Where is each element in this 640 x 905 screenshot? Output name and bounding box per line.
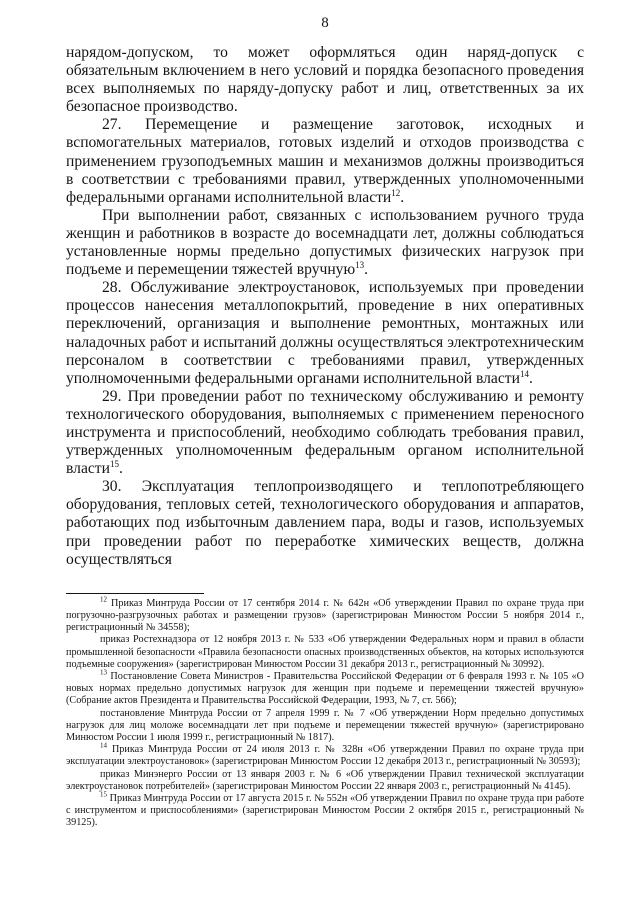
footnote-ref-12: 12: [391, 187, 401, 198]
paragraph-29: 29. При проведении работ по техническому обслуживанию и ремонту технологического оборудования, выполняемых с применением переносного инструмента и приспособлений, необходимо соблюдать требования правил, утвержденных уполномоченным федеральным органом исполнительной власти$^{15}$.: [66, 387, 584, 478]
paragraph-30: 30. Эксплуатация теплопроизводящего и теплопотребляющего оборудования, тепловых сетей, технологического оборудования и аппаратов, работающих под избыточным давлением пара, воды и газов, используемых при проведении работ по переработке химических веществ, должна осуществляться: [66, 478, 584, 568]
footnote-14-continued: приказ Минэнерго России от 13 января 2003 г. № 6 «Об утверждении Правил технической эксплуатации электроустановок потребителей» (зарегистрирован Минюстом России 22 января 2003 г., регистрационный № 4145).: [66, 768, 584, 792]
footnote-ref-15: 15: [109, 458, 119, 469]
footnote-12-continued: приказ Ростехнадзора от 12 ноября 2013 г. № 533 «Об утверждении Федеральных норм и правил в области промышленной безопасности «Правила безопасности опасных производственных объектов, на которых используются подъемные сооружения» (зарегистрирован Минюстом России 31 декабря 2013 г., регистрационный № 30992).: [66, 634, 584, 670]
footnote-12: $^{12}$ Приказ Минтруда России от 17 сентября 2014 г. № 642н «Об утверждении Правил по охране труда при погрузочно-разгрузочных работах и размещении грузов» (зарегистрирован Минюстом России 5 ноября 2014 г., регистрационный № 34558);: [66, 595, 585, 634]
paragraph-27: 27. Перемещение и размещение заготовок, исходных и вспомогательных материалов, готовых изделий и отходов производства с применением грузоподъемных машин и механизмов должны производиться в соответствии с требованиями правил, утвержденных уполномоченными федеральными органами исполнительной власти$^{12}$.: [66, 116, 584, 206]
paragraph-continuation: нарядом-допуском, то может оформляться один наряд-допуск с обязательным включением в него условий и порядка безопасного проведения всех выполняемых по наряду-допуску работ и лиц, ответственных за их безопасное производство.: [66, 44, 584, 116]
footnote-13: $^{13}$ Постановление Совета Министров - Правительства Российской Федерации от 6 февраля 1993 г. № 105 «О новых нормах предельно допустимых нагрузок для женщин при подъеме и перемещении тяжестей вручную» (Собрание актов Президента и Правительства Российской Федерации, 1993, № 7, ст. 566);: [66, 668, 585, 707]
footnote-ref-14: 14: [519, 368, 529, 379]
footnote-15: $^{15}$ Приказ Минтруда России от 17 августа 2015 г. № 552н «Об утверждении Правил по охране труда при работе с инструментом и приспособлениями» (зарегистрирован Минюстом России 2 октября 2015 г., регистрационный № 39125).: [66, 790, 584, 829]
footnote-ref-13: 13: [355, 259, 365, 270]
body-text: [66, 44, 584, 569]
paragraph-manual-labor: При выполнении работ, связанных с использованием ручного труда женщин и работников в возрасте до восемнадцати лет, должны соблюдаться установленные нормы предельно допустимых физических нагрузок при подъеме и перемещении тяжестей вручную$^{13}$.: [66, 206, 584, 279]
page-number: 8: [321, 15, 329, 31]
footnote-13-continued: постановление Минтруда России от 7 апреля 1999 г. № 7 «Об утверждении Норм предельно допустимых нагрузок для лиц моложе восемнадцати лет при подъеме и перемещении тяжестей вручную» (зарегистрировано Минюстом России 1 июля 1999 г., регистрационный № 1817).: [66, 707, 584, 743]
footnote-14: $^{14}$ Приказ Минтруда России от 24 июля 2013 г. № 328н «Об утверждении Правил по охране труда при эксплуатации электроустановок» (зарегистрирован Минюстом России 12 декабря 2013 г., регистрационный № 30593);: [66, 741, 584, 768]
footnote-divider: [66, 593, 204, 594]
paragraph-28: 28. Обслуживание электроустановок, используемых при проведении процессов нанесения металлопокрытий, проведение в них оперативных переключений, организация и выполнение ремонтных, монтажных или наладочных работ и испытаний должны осуществляться электротехническим персоналом в соответствии с требованиями правил, утвержденных уполномоченными федеральными органами исполнительной власти$^{14}$.: [66, 279, 584, 387]
footnotes: [66, 595, 585, 830]
